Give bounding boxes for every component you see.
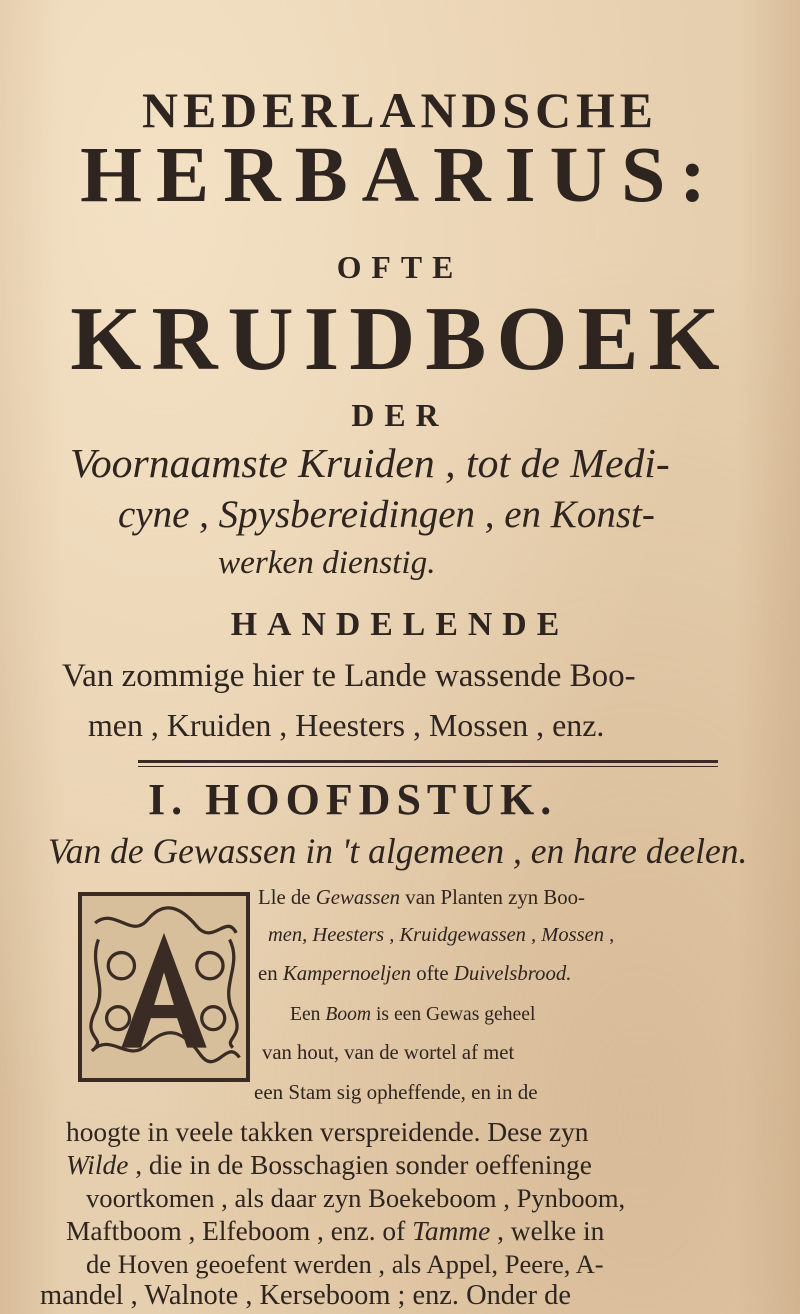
body-emphasis: Tamme — [412, 1216, 491, 1246]
body-emphasis: Heesters , Kruidgewassen , Mossen — [312, 924, 604, 946]
title-line-4: KRUIDBOEK — [70, 287, 730, 389]
body-emphasis: Boom — [325, 1004, 372, 1025]
body-line-8 — [66, 1150, 800, 1181]
body-line-7: hoogte in veele takken verspreidende. Dese zyn — [66, 1117, 589, 1147]
body-line-11: de Hoven geoefent werden , als Appel, Peere, A- — [86, 1249, 604, 1279]
body-line-3 — [258, 962, 800, 986]
title-line-5: DER — [351, 398, 449, 433]
description-line-1: Van zommige hier te Lande wassende Boo- — [62, 658, 636, 694]
body-emphasis: Gewassen — [315, 886, 401, 909]
title-line-2: HERBARIUS: — [80, 131, 720, 219]
body-line-10 — [66, 1216, 800, 1247]
chapter-heading: I. HOOFDSTUK. — [148, 775, 558, 824]
body-text: , welke in — [490, 1216, 605, 1246]
body-text: , — [603, 924, 615, 946]
handelende-heading: HANDELENDE — [230, 606, 570, 643]
chapter-subheading: Van de Gewassen in 't algemeen , en hare deelen. — [48, 831, 748, 871]
body-text: en — [258, 962, 283, 985]
body-emphasis: Kampernoeljen — [282, 962, 412, 985]
body-line-1 — [258, 886, 800, 910]
body-line-5: van hout, van de wortel af met — [262, 1042, 515, 1064]
body-text: Maftboom , Elfeboom , enz. of — [66, 1216, 413, 1246]
subtitle-line-2: cyne , Spysbereidingen , en Konst- — [118, 493, 655, 536]
body-line-9: voortkomen , als daar zyn Boekeboom , Pynboom, — [86, 1183, 626, 1213]
ornamental-initial-icon — [78, 892, 250, 1082]
body-emphasis: Duivelsbrood. — [453, 962, 572, 985]
ornamental-rule — [138, 760, 718, 763]
body-line-6: een Stam sig opheffende, en in de — [254, 1080, 538, 1104]
body-text: is een Gewas geheel — [371, 1004, 536, 1025]
body-emphasis: Wilde — [66, 1150, 129, 1180]
ornamental-rule-thin — [138, 766, 718, 767]
body-line-2 — [268, 924, 800, 947]
subtitle-line-3: werken dienstig. — [218, 544, 436, 581]
body-text: van Planten zyn Boo- — [400, 886, 585, 909]
body-emphasis: men, — [268, 924, 313, 946]
body-text: ofte — [411, 962, 454, 985]
body-line-4 — [290, 1004, 800, 1026]
body-text: Een — [290, 1004, 326, 1025]
title-line-3: OFTE — [336, 250, 464, 285]
body-text: , die in de Bosschagien sonder oeffeninge — [128, 1150, 592, 1180]
description-line-2: men , Kruiden , Heesters , Mossen , enz. — [88, 708, 605, 743]
subtitle-line-1: Voornaamste Kruiden , tot de Medi- — [70, 441, 670, 487]
title-line-1: NEDERLANDSCHE — [141, 83, 659, 138]
body-text: Lle de — [258, 886, 316, 909]
body-line-12: mandel , Walnote , Kerseboom ; enz. Onder de — [40, 1280, 571, 1311]
